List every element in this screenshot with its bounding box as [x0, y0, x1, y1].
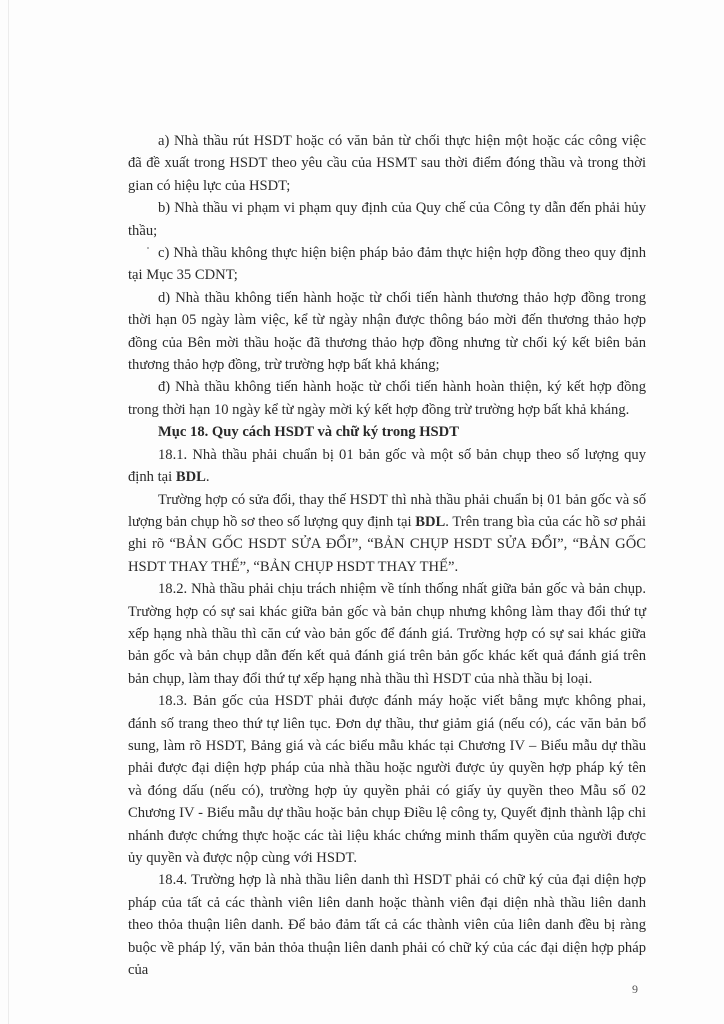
paragraph-18-4: 18.4. Trường hợp là nhà thầu liên danh thì HSDT phải có chữ ký của đại diện hợp pháp của tất cả các thành viên liên danh hoặc thành viên đại diện nhà thầu liên danh theo thỏa thuận liên danh. Để bảo đảm tất cả các thành viên của liên danh đều bị ràng buộc về pháp lý, văn bản thỏa thuận liên danh phải có chữ ký của các đại diện hợp pháp của: [128, 872, 646, 979]
scan-edge-line: [8, 0, 9, 1024]
paragraph-c: c) Nhà thầu không thực hiện biện pháp bảo đảm thực hiện hợp đồng theo quy định tại Mục 35 CDNT;: [128, 245, 646, 284]
paragraph-a: a) Nhà thầu rút HSDT hoặc có văn bản từ chối thực hiện một hoặc các công việc đã đề xuất trong HSDT theo yêu cầu của HSMT sau thời điểm đóng thầu và trong thời gian có hiệu lực của HSDT;: [128, 133, 646, 194]
paragraph-18-1: [128, 444, 646, 489]
paragraph-18-3: 18.3. Bản gốc của HSDT phải được đánh máy hoặc viết bằng mực không phai, đánh số trang theo thứ tự liên tục. Đơn dự thầu, thư giảm giá (nếu có), các văn bản bổ sung, làm rõ HSDT, Bảng giá và các biểu mẫu khác tại Chương IV – Biểu mẫu dự thầu phải được đại diện hợp pháp của nhà thầu hoặc người được ủy quyền hợp pháp ký tên và đóng dấu (nếu có), trường hợp ủy quyền phải có giấy ủy quyền theo Mẫu số 02 Chương IV - Biểu mẫu dự thầu hoặc bản chụp Điều lệ công ty, Quyết định thành lập chi nhánh được chứng thực hoặc các tài liệu khác chứng minh thẩm quyền của người được ủy quyền và được nộp cùng với HSDT.: [128, 693, 646, 866]
paragraph-18-2: 18.2. Nhà thầu phải chịu trách nhiệm về tính thống nhất giữa bản gốc và bản chụp. Trường hợp có sự sai khác giữa bản gốc và bản chụp nhưng không làm thay đổi thứ tự xếp hạng nhà thầu thì căn cứ vào bản gốc để đánh giá. Trường hợp có sự sai khác giữa bản gốc và bản chụp dẫn đến kết quả đánh giá trên bản gốc khác kết quả đánh giá trên bản chụp, làm thay đổi thứ tự xếp hạng nhà thầu thì HSDT của nhà thầu bị loại.: [128, 581, 646, 687]
paragraph-b: b) Nhà thầu vi phạm vi phạm quy định của Quy chế của Công ty dẫn đến phải hủy thầu;: [128, 200, 646, 239]
paragraph-18-1b: [128, 489, 646, 579]
page-number: 9: [632, 982, 638, 996]
bdl-reference: BDL: [415, 513, 446, 530]
paragraph-18-1-text: 18.1. Nhà thầu phải chuẩn bị 01 bản gốc và một số bản chụp theo số lượng quy định tại: [128, 446, 646, 486]
paragraph-18-1b-text: Trường hợp có sửa đổi, thay thế HSDT thì nhà thầu phải chuẩn bị 01 bản gốc và số lượng bản chụp hồ sơ theo số lượng quy định tại: [128, 491, 646, 530]
bdl-reference: BDL: [175, 469, 206, 486]
paragraph-18-1b-end: . Trên trang bìa của các hồ sơ phải ghi rõ “BẢN GỐC HSDT SỬA ĐỔI”, “BẢN CHỤP HSDT SỬA ĐỔI”, “BẢN GỐC HSDT THAY THẾ”, “BẢN CHỤP HSDT THAY THẾ”.: [128, 513, 646, 575]
paragraph-dd: đ) Nhà thầu không tiến hành hoặc từ chối tiến hành hoàn thiện, ký kết hợp đồng trong thời hạn 10 ngày kể từ ngày mời ký kết hợp đồng trừ trường hợp bất khả kháng.: [128, 379, 646, 418]
paragraph-d: d) Nhà thầu không tiến hành hoặc từ chối tiến hành thương thảo hợp đồng trong thời hạn 05 ngày làm việc, kể từ ngày nhận được thông báo mời đến thương thảo hợp đồng của Bên mời thầu hoặc đã thương thảo hợp đồng nhưng từ chối ký kết biên bản thương thảo hợp đồng, trừ trường hợp bất khả kháng;: [128, 289, 646, 374]
section-heading: Mục 18. Quy cách HSDT và chữ ký trong HSDT: [158, 424, 459, 441]
document-body: [128, 130, 646, 981]
paragraph-18-1-end: .: [205, 469, 210, 486]
